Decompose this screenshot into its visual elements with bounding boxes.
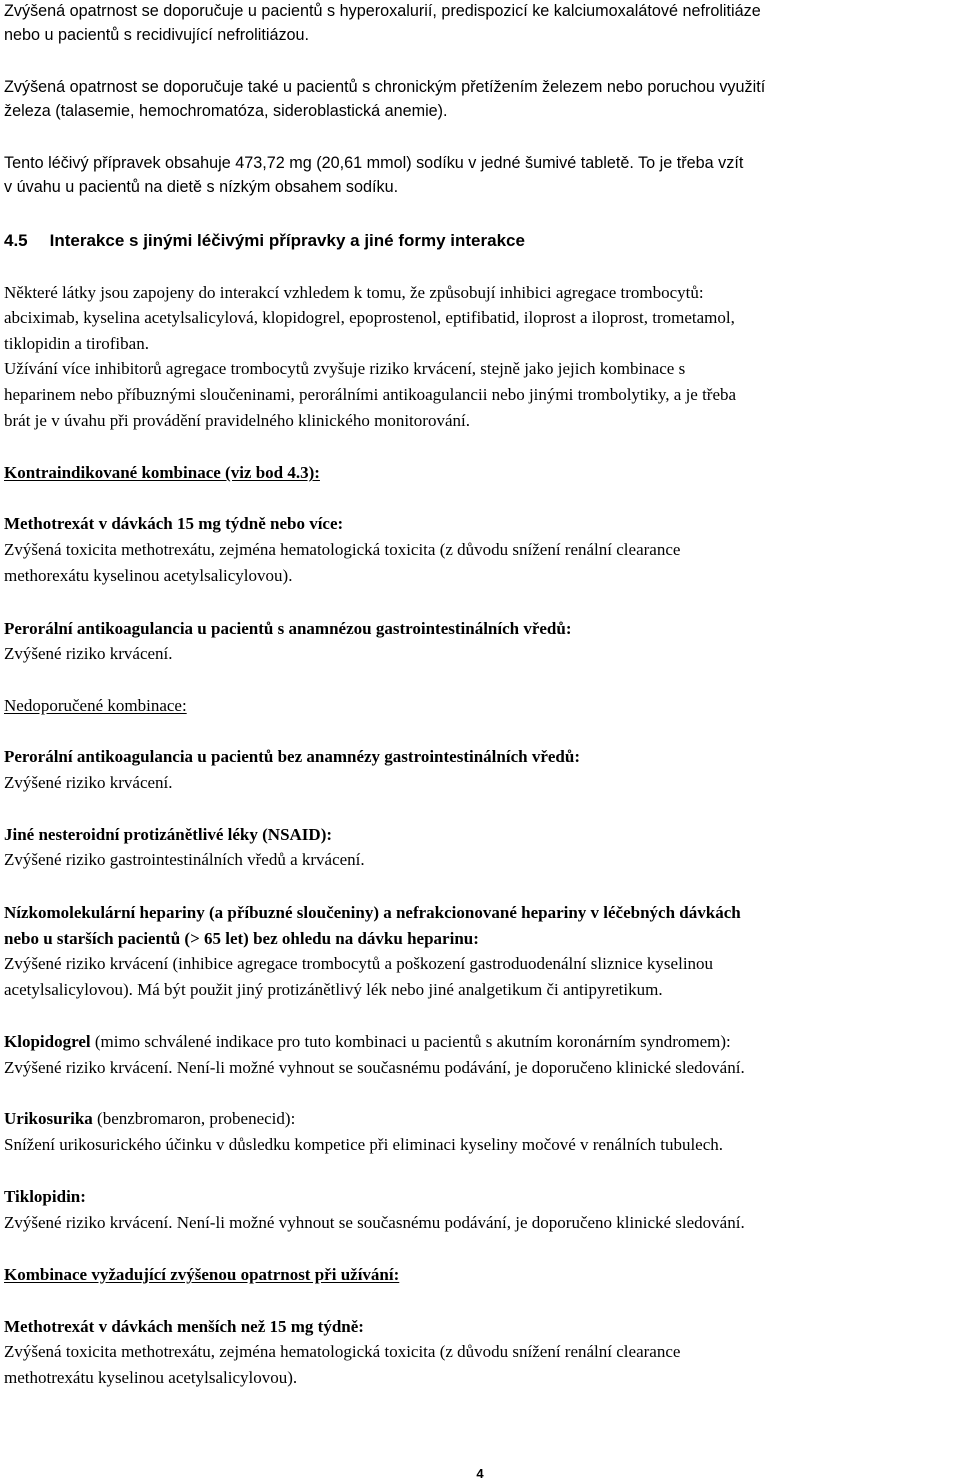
contraindicated-heading: Kontraindikované kombinace (viz bod 4.3): bbox=[4, 463, 320, 482]
nr-lmwh-title-line2: nebo u starších pacientů (> 65 let) bez ohledu na dávku heparinu: bbox=[4, 929, 479, 948]
nr-uric-note: (benzbromaron, probenecid): bbox=[92, 1109, 296, 1128]
interactions-p2-line2: heparinem nebo příbuznými sloučeninami, perorálními antikoagulancii nebo jinými trombolytiky, a je třeba bbox=[4, 385, 737, 404]
intro-p1-line1: Zvýšená opatrnost se doporučuje u pacientů s hyperoxalurií, predispozicí ke kalciumoxalátové nefrolitiáze bbox=[4, 2, 761, 20]
interactions-p2-line1: Užívání více inhibitorů agregace trombocytů zvyšuje riziko krvácení, stejně jako jejich kombinace s bbox=[4, 359, 686, 378]
nr-uric-text: Snížení urikosurického účinku v důsledku kompetice při eliminaci kyseliny močové v renálních tubulech. bbox=[4, 1135, 724, 1154]
interactions-p1-line2: abciximab, kyselina acetylsalicylová, klopidogrel, epoprostenol, eptifibatid, iloprost a iloprost, trometamol, bbox=[4, 308, 735, 327]
nr-tiklo-text: Zvýšené riziko krvácení. Není-li možné vyhnout se současnému podávání, je doporučeno klinické sledování. bbox=[4, 1213, 745, 1232]
interactions-p1-line1: Některé látky jsou zapojeny do interakcí vzhledem k tomu, že způsobují inhibici agregace trombocytů: bbox=[4, 283, 704, 302]
nr-lmwh-text-line2: acetylsalicylovou). Má být použit jiný protizánětlivý lék nebo jiné analgetikum či antipyretikum. bbox=[4, 980, 663, 999]
nr-clop-title bbox=[4, 1031, 958, 1053]
contra-mtx-title: Methotrexát v dávkách 15 mg týdně nebo více: bbox=[4, 514, 344, 533]
caution-heading: Kombinace vyžadující zvýšenou opatrnost při užívání: bbox=[4, 1265, 400, 1284]
nr-nsaid-title: Jiné nesteroidní protizánětlivé léky (NSAID): bbox=[4, 825, 333, 844]
interactions-p1-line3: tiklopidin a tirofiban. bbox=[4, 334, 149, 353]
caution-mtx-text-line1: Zvýšená toxicita methotrexátu, zejména hematologická toxicita (z důvodu snížení renální clearance bbox=[4, 1342, 681, 1361]
section-title: Interakce s jinými léčivými přípravky a jiné formy interakce bbox=[49, 231, 525, 250]
intro-p3-line1: Tento léčivý přípravek obsahuje 473,72 mg (20,61 mmol) sodíku v jedné šumivé tabletě. To je třeba vzít bbox=[4, 154, 744, 172]
nr-tiklo-title: Tiklopidin: bbox=[4, 1187, 86, 1206]
nr-lmwh-text-line1: Zvýšené riziko krvácení (inhibice agregace trombocytů a poškození gastroduodenální sliznice kyselinou bbox=[4, 954, 714, 973]
contra-mtx-text-line2: methorexátu kyselinou acetylsalicylovou). bbox=[4, 566, 293, 585]
section-heading bbox=[4, 230, 958, 252]
page-number: 4 bbox=[476, 1466, 484, 1481]
nr-clop-name: Klopidogrel bbox=[4, 1032, 91, 1051]
caution-mtx-title: Methotrexát v dávkách menších než 15 mg týdně: bbox=[4, 1317, 364, 1336]
nr-nsaid-text: Zvýšené riziko gastrointestinálních vředů a krvácení. bbox=[4, 850, 365, 869]
nr-oral-title: Perorální antikoagulancia u pacientů bez anamnézy gastrointestinálních vředů: bbox=[4, 747, 580, 766]
intro-p1-line2: nebo u pacientů s recidivující nefrolitiázou. bbox=[4, 26, 310, 44]
section-number: 4.5 bbox=[4, 231, 28, 250]
contra-oral-title: Perorální antikoagulancia u pacientů s anamnézou gastrointestinálních vředů: bbox=[4, 619, 572, 638]
intro-p3-line2: v úvahu u pacientů na dietě s nízkým obsahem sodíku. bbox=[4, 178, 399, 196]
contra-mtx-text-line1: Zvýšená toxicita methotrexátu, zejména hematologická toxicita (z důvodu snížení renální clearance bbox=[4, 540, 681, 559]
interactions-p2-line3: brát je v úvahu při provádění pravidelného klinického monitorování. bbox=[4, 411, 470, 430]
contra-oral-text: Zvýšené riziko krvácení. bbox=[4, 644, 173, 663]
nr-clop-text: Zvýšené riziko krvácení. Není-li možné vyhnout se současnému podávání, je doporučeno klinické sledování. bbox=[4, 1058, 745, 1077]
caution-mtx-text-line2: methotrexátu kyselinou acetylsalicylovou). bbox=[4, 1368, 298, 1387]
nr-uric-name: Urikosurika bbox=[4, 1109, 93, 1128]
intro-p2-line2: železa (talasemie, hemochromatóza, sideroblastická anemie). bbox=[4, 102, 448, 120]
nr-uric-title bbox=[4, 1108, 958, 1130]
nr-lmwh-title-line1: Nízkomolekulární hepariny (a příbuzné sloučeniny) a nefrakcionované hepariny v léčebných dávkách bbox=[4, 903, 741, 922]
not-recommended-heading: Nedoporučené kombinace: bbox=[4, 696, 187, 715]
nr-clop-note: (mimo schválené indikace pro tuto kombinaci u pacientů s akutním koronárním syndromem): bbox=[90, 1032, 731, 1051]
nr-oral-text: Zvýšené riziko krvácení. bbox=[4, 773, 173, 792]
intro-p2-line1: Zvýšená opatrnost se doporučuje také u pacientů s chronickým přetížením železem nebo poruchou využití bbox=[4, 78, 766, 96]
